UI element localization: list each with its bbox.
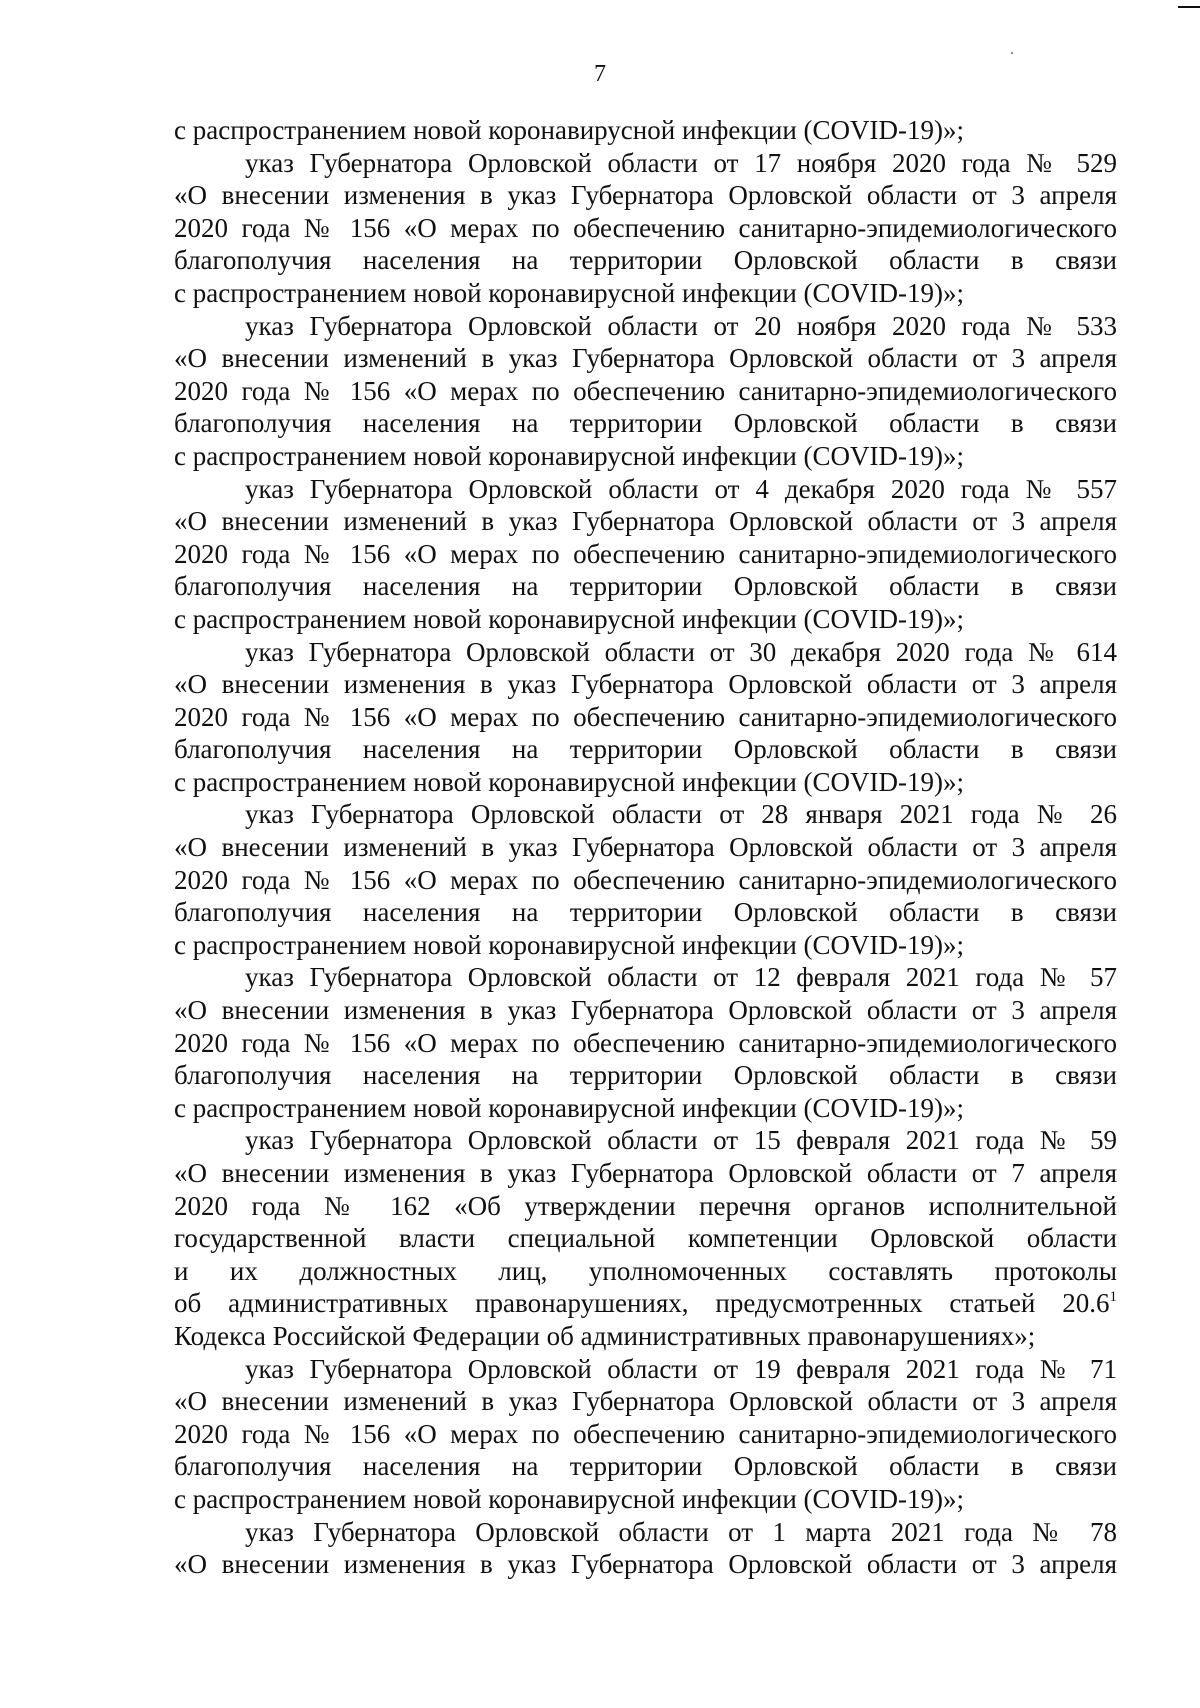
text-line-content: об административных правонарушениях, предусмотренных статьей 20.6	[174, 1288, 1110, 1319]
text-line	[174, 1516, 1117, 1549]
text-line-content: 2020 года № 162 «Об утверждении перечня органов исполнительной	[174, 1190, 1117, 1221]
text-line	[174, 864, 1117, 897]
text-line-content: благополучия населения на территории Орловской области в связи	[174, 897, 1117, 928]
text-line-content: «О внесении изменений в указ Губернатора Орловской области от 3 апреля	[174, 343, 1117, 374]
text-line-content: указ Губернатора Орловской области от 19 февраля 2021 года № 71	[245, 1353, 1117, 1384]
text-line	[174, 896, 1117, 929]
text-line	[174, 733, 1117, 766]
text-line-content: «О внесении изменений в указ Губернатора Орловской области от 3 апреля	[174, 1386, 1117, 1417]
text-line	[174, 407, 1117, 440]
text-line	[174, 1190, 1117, 1223]
text-line	[174, 1450, 1117, 1483]
text-line-content: указ Губернатора Орловской области от 20 ноября 2020 года № 533	[245, 310, 1117, 341]
text-line-content: с распространением новой коронавирусной инфекции (COVID-19)»;	[174, 115, 965, 145]
text-line-content: благополучия населения на территории Орловской области в связи	[174, 734, 1117, 765]
text-line-content: с распространением новой коронавирусной инфекции (COVID-19)»;	[174, 1092, 965, 1123]
text-line	[174, 538, 1117, 571]
text-line	[174, 1353, 1117, 1386]
text-line-content: указ Губернатора Орловской области от 12 февраля 2021 года № 57	[245, 962, 1117, 993]
text-line-content: «О внесении изменения в указ Губернатора Орловской области от 3 апреля	[174, 180, 1117, 211]
text-line	[174, 668, 1117, 701]
text-line-content: с распространением новой коронавирусной инфекции (COVID-19)»;	[174, 277, 965, 308]
page-number: 7	[594, 61, 606, 87]
text-line-content: государственной власти специальной компетенции Орловской области	[174, 1223, 1117, 1254]
text-line-content: с распространением новой коронавирусной инфекции (COVID-19)»;	[174, 1483, 965, 1514]
text-line	[174, 1483, 1117, 1516]
text-line	[174, 831, 1117, 864]
text-line	[174, 929, 1117, 962]
text-line	[174, 994, 1117, 1027]
text-line	[174, 1124, 1117, 1157]
text-line	[174, 342, 1117, 375]
text-line	[174, 505, 1117, 538]
text-line	[174, 147, 1117, 180]
scan-speck	[1011, 52, 1013, 54]
text-line	[174, 1059, 1117, 1092]
text-line	[174, 798, 1117, 831]
text-line-content: «О внесении изменений в указ Губернатора Орловской области от 3 апреля	[174, 832, 1117, 863]
text-line-content: указ Губернатора Орловской области от 17 ноября 2020 года № 529	[245, 147, 1117, 178]
text-line	[174, 1418, 1117, 1451]
text-line-content: указ Губернатора Орловской области от 15 февраля 2021 года № 59	[245, 1125, 1117, 1156]
text-line-content: с распространением новой коронавирусной инфекции (COVID-19)»;	[174, 929, 965, 960]
text-line-content: 2020 года № 156 «О мерах по обеспечению санитарно-эпидемиологического	[174, 864, 1117, 895]
text-line-content: с распространением новой коронавирусной инфекции (COVID-19)»;	[174, 766, 965, 797]
text-line	[174, 1255, 1117, 1288]
text-line	[174, 570, 1117, 603]
superscript: 1	[1109, 1289, 1117, 1306]
text-line-content: 2020 года № 156 «О мерах по обеспечению санитарно-эпидемиологического	[174, 212, 1117, 243]
text-line-content: с распространением новой коронавирусной инфекции (COVID-19)»;	[174, 440, 965, 471]
text-line-content: «О внесении изменений в указ Губернатора Орловской области от 3 апреля	[174, 506, 1117, 537]
text-line	[174, 1320, 1117, 1353]
text-line	[174, 603, 1117, 636]
text-line	[174, 244, 1117, 277]
text-line-content: указ Губернатора Орловской области от 30 декабря 2020 года № 614	[245, 636, 1117, 667]
text-line-content: Кодекса Российской Федерации об административных правонарушениях»;	[174, 1320, 1036, 1351]
text-line	[174, 179, 1117, 212]
text-line-content: «О внесении изменения в указ Губернатора Орловской области от 3 апреля	[174, 669, 1117, 700]
text-line	[174, 961, 1117, 994]
text-line	[174, 212, 1117, 245]
text-line	[174, 114, 1117, 147]
text-line-content: благополучия населения на территории Орловской области в связи	[174, 408, 1117, 439]
text-line	[174, 440, 1117, 473]
text-line-content: 2020 года № 156 «О мерах по обеспечению санитарно-эпидемиологического	[174, 1418, 1117, 1449]
text-line	[174, 310, 1117, 343]
scan-edge-mark	[1178, 6, 1200, 8]
text-line	[174, 1385, 1117, 1418]
text-line-content: благополучия населения на территории Орловской области в связи	[174, 1451, 1117, 1482]
text-line-content: «О внесении изменения в указ Губернатора Орловской области от 7 апреля	[174, 1158, 1117, 1188]
text-line-content: благополучия населения на территории Орловской области в связи	[174, 571, 1117, 602]
text-line	[174, 1222, 1117, 1255]
text-line	[174, 701, 1117, 734]
text-line	[174, 375, 1117, 408]
text-line-content: указ Губернатора Орловской области от 28 января 2021 года № 26	[245, 799, 1117, 830]
text-line-content: 2020 года № 156 «О мерах по обеспечению санитарно-эпидемиологического	[174, 538, 1117, 569]
text-line-content: с распространением новой коронавирусной инфекции (COVID-19)»;	[174, 603, 965, 634]
text-line-content: 2020 года № 156 «О мерах по обеспечению санитарно-эпидемиологического	[174, 375, 1117, 406]
text-line-content: 2020 года № 156 «О мерах по обеспечению санитарно-эпидемиологического	[174, 1027, 1117, 1058]
text-line-content: указ Губернатора Орловской области от 4 декабря 2020 года № 557	[245, 473, 1117, 504]
text-line	[174, 473, 1117, 506]
text-line	[174, 1027, 1117, 1060]
text-line-content: указ Губернатора Орловской области от 1 марта 2021 года № 78	[245, 1516, 1117, 1547]
text-line	[174, 636, 1117, 669]
text-line	[174, 1157, 1117, 1190]
text-line-content: благополучия населения на территории Орловской области в связи	[174, 1060, 1117, 1091]
text-line	[174, 766, 1117, 799]
text-line-content: и их должностных лиц, уполномоченных составлять протоколы	[174, 1255, 1117, 1286]
text-line-content: 2020 года № 156 «О мерах по обеспечению санитарно-эпидемиологического	[174, 701, 1117, 732]
text-line-content: «О внесении изменения в указ Губернатора Орловской области от 3 апреля	[174, 1549, 1117, 1580]
text-line-content: «О внесении изменения в указ Губернатора Орловской области от 3 апреля	[174, 995, 1117, 1026]
text-line	[174, 1092, 1117, 1125]
text-line	[174, 277, 1117, 310]
text-line-content: благополучия населения на территории Орловской области в связи	[174, 245, 1117, 276]
text-line	[174, 1548, 1117, 1581]
text-line	[174, 1287, 1117, 1320]
document-body	[174, 114, 1117, 1581]
